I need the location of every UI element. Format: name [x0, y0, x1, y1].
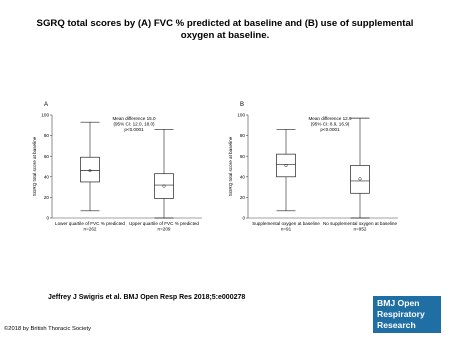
box-plot-1: [277, 129, 296, 210]
logo-line-3: Research: [377, 320, 416, 330]
x-category-label: Lower quartile of FVC % predicted: [55, 221, 125, 226]
stat-annotation: p<0.0001: [124, 127, 144, 133]
x-category-label: Supplemental oxygen at baseline: [252, 221, 320, 226]
panel-label: B: [240, 102, 245, 108]
y-axis-label: SGRQ total score at baseline: [32, 136, 37, 197]
iqr-box: [351, 165, 370, 193]
x-category-n: n=952: [353, 226, 367, 232]
y-tick-label: 0: [46, 215, 49, 221]
y-tick-label: 40: [43, 174, 49, 180]
y-tick-label: 60: [239, 153, 245, 159]
y-tick-label: 80: [239, 133, 245, 139]
stat-annotation: Mean difference 12.9: [308, 116, 352, 121]
copyright-notice: ©2018 by British Thoracic Society: [4, 326, 91, 332]
box-plot-2: [351, 118, 370, 218]
logo-line-2: Respiratory: [377, 309, 425, 319]
y-tick-label: 100: [237, 112, 245, 118]
y-tick-label: 20: [43, 195, 49, 200]
x-category-n: n=209: [157, 226, 171, 232]
figure-title: SGRQ total scores by (A) FVC % predicted at baseline and (B) use of supplemental oxygen at baseline.: [36, 18, 414, 41]
chart-panel-a: [30, 96, 210, 246]
x-category-label: Upper quartile of FVC % predicted: [129, 221, 199, 226]
y-tick-label: 0: [242, 215, 245, 221]
y-tick-label: 100: [41, 112, 49, 118]
journal-logo[interactable]: [373, 296, 441, 333]
y-axis-label: SGRQ total score at baseline: [228, 136, 233, 197]
stat-annotation: Mean difference 15.0: [112, 116, 156, 121]
box-plot-1: [81, 122, 100, 211]
iqr-box: [155, 174, 174, 199]
y-tick-label: 60: [43, 153, 49, 159]
x-category-n: n=91: [280, 226, 292, 232]
panel-label: A: [44, 102, 49, 108]
box-plot-2: [155, 129, 174, 218]
chart-panel-b: [226, 96, 406, 246]
citation: Jeffrey J Swigris et al. BMJ Open Resp Res 2018;5:e000278: [48, 294, 246, 301]
y-tick-label: 80: [43, 133, 49, 139]
x-category-n: n=262: [83, 226, 97, 232]
y-tick-label: 20: [239, 195, 245, 200]
iqr-box: [277, 154, 296, 177]
stat-annotation: (95% CI: 12.0, 18.0): [113, 121, 155, 127]
y-tick-label: 40: [239, 174, 245, 180]
iqr-box: [81, 157, 100, 182]
stat-annotation: (95% CI: 8.9, 16.9): [310, 121, 350, 127]
x-category-label: No supplemental oxygen at baseline: [322, 221, 398, 226]
stat-annotation: p<0.0001: [320, 127, 340, 133]
logo-line-1: BMJ Open: [377, 298, 420, 308]
